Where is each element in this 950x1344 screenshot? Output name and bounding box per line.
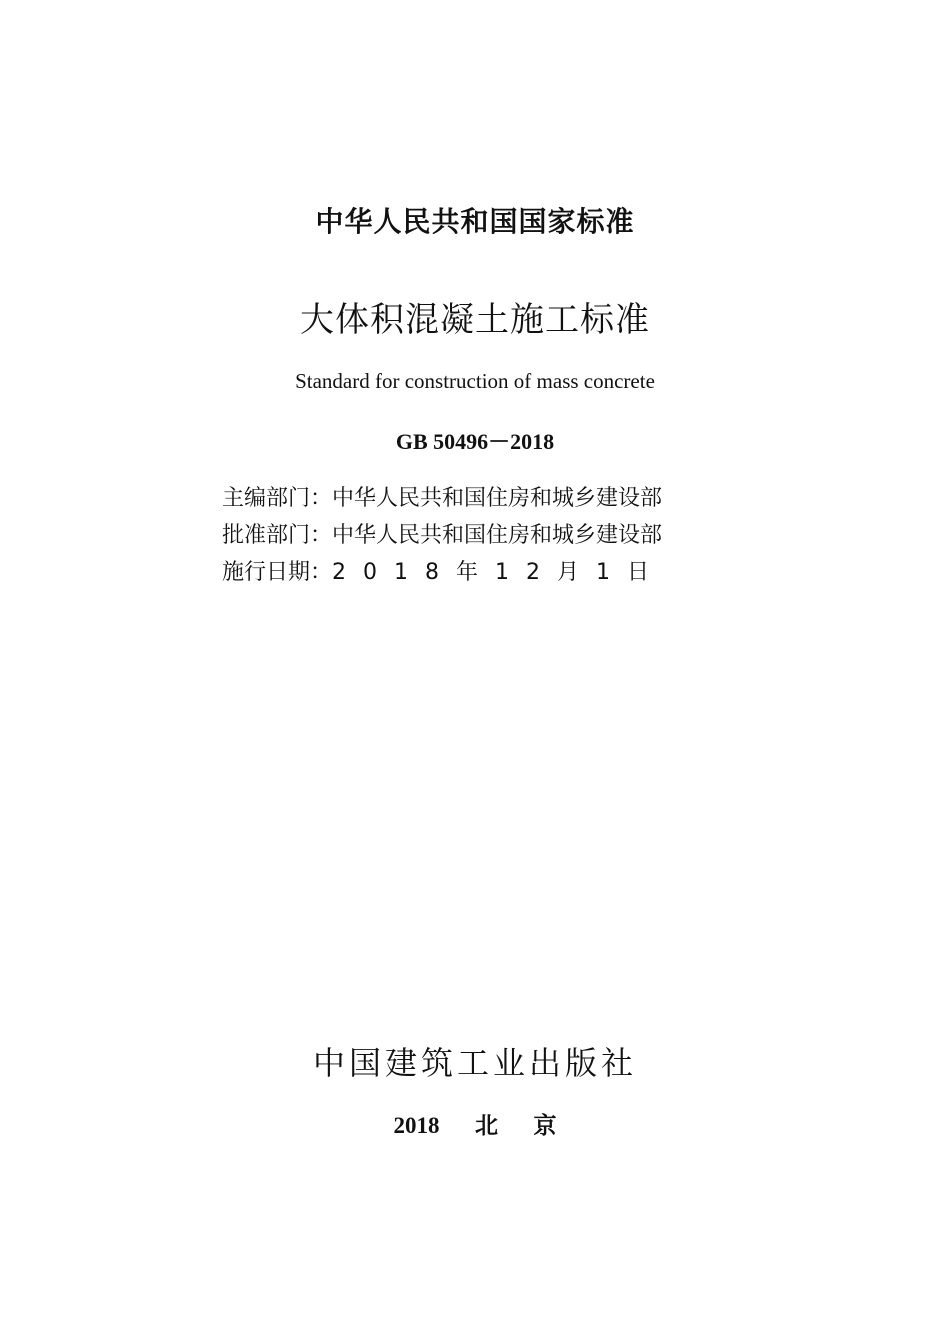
editor-department-value: 中华人民共和国住房和城乡建设部 — [332, 486, 663, 511]
effective-date-label: 施行日期： — [222, 560, 333, 585]
series-title: 中华人民共和国国家标准 — [315, 205, 635, 238]
publication-place-year: 2018 北 京 — [393, 1113, 557, 1138]
standard-code: GB 50496－2018 — [395, 429, 555, 454]
publisher-name: 中国建筑工业出版社 — [312, 1044, 637, 1082]
english-title: Standard for construction of mass concrete — [295, 369, 655, 393]
document-title: 大体积混凝土施工标准 — [300, 300, 650, 340]
approver-department-value: 中华人民共和国住房和城乡建设部 — [332, 523, 663, 548]
effective-date-value: 2018年12月1日 — [332, 560, 666, 585]
approver-department-label: 批准部门： — [222, 523, 333, 548]
effective-date-row — [222, 558, 666, 588]
editor-department-label: 主编部门： — [222, 486, 333, 511]
approver-department-row — [222, 521, 662, 551]
editor-department-row — [222, 484, 662, 514]
